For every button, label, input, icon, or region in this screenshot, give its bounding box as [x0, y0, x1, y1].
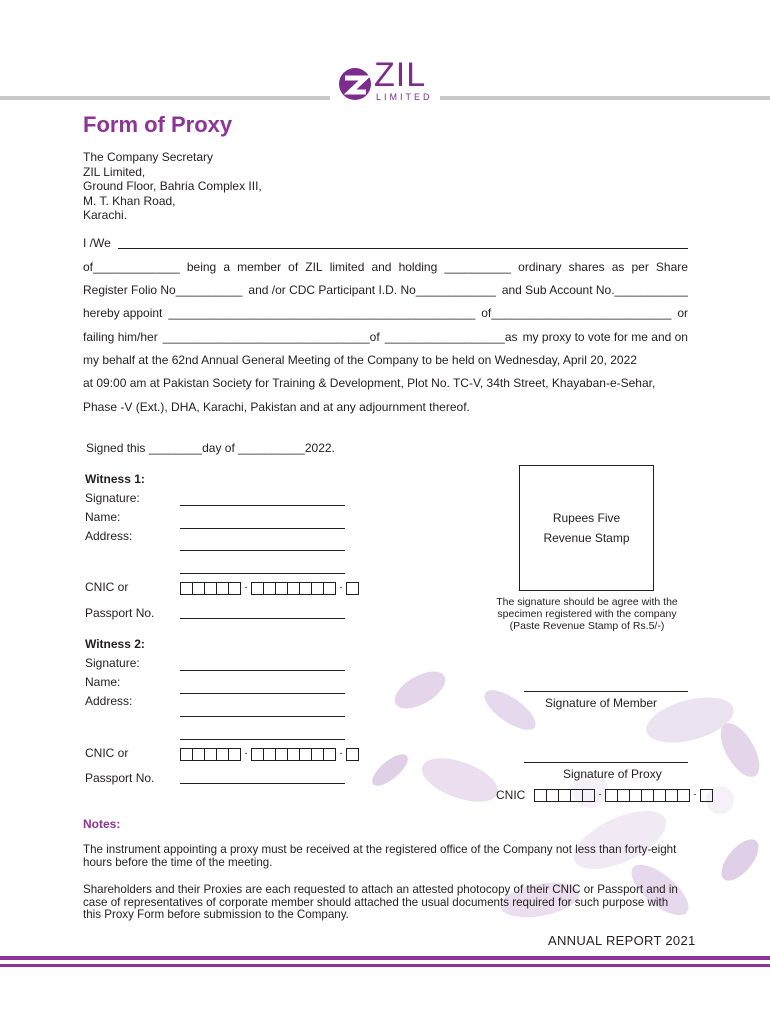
witness2-address-label: Address:	[85, 694, 133, 708]
company-logo	[336, 58, 440, 104]
witness2-signature-label: Signature:	[85, 656, 140, 670]
witness1-name-label: Name:	[85, 510, 121, 524]
logo-subtitle: LIMITED	[376, 92, 433, 102]
header-rule-left	[0, 96, 330, 100]
revenue-stamp-box	[519, 465, 654, 591]
address-line: Karachi.	[83, 208, 128, 223]
stamp-text: Rupees Five Revenue Stamp	[543, 511, 630, 545]
signed-this-line: Signed this ________day of __________2022.	[86, 441, 335, 455]
iwe-blank[interactable]	[118, 248, 688, 249]
proxy-cnic-boxes[interactable]: - -	[534, 789, 712, 802]
witness1-cnic-label: CNIC or	[85, 580, 129, 594]
notes-heading: Notes:	[83, 817, 121, 831]
witness1-cnic-boxes[interactable]: - -	[180, 582, 358, 595]
footer-bar-thin	[0, 964, 770, 967]
body-line-3: Register Folio No__________ and /or CDC Participant I.D. No____________ and Sub Account No.___________	[83, 283, 688, 297]
witness1-passport-field[interactable]	[180, 618, 345, 619]
witness2-cnic-label: CNIC or	[85, 746, 129, 760]
witness1-heading: Witness 1:	[85, 472, 145, 486]
address-line: ZIL Limited,	[83, 164, 146, 179]
witness2-passport-label: Passport No.	[85, 771, 155, 785]
witness1-signature-field[interactable]	[180, 505, 345, 506]
logo-brand: ZIL	[374, 56, 427, 94]
witness1-address-label: Address:	[85, 529, 133, 543]
note-1: The instrument appointing a proxy must be received at the registered office of the Company not less than forty-eight hours before the time of the meeting.	[83, 843, 677, 869]
member-signature-label: Signature of Member	[545, 696, 658, 710]
witness2-heading: Witness 2:	[85, 637, 145, 651]
witness1-name-field[interactable]	[180, 528, 345, 529]
body-line-2: of_____________ being a member of ZIL limited and holding __________ ordinary shares as per Share	[83, 260, 688, 274]
witness1-address-field-2[interactable]	[180, 573, 345, 574]
body-line-8: Phase -V (Ext.), DHA, Karachi, Pakistan and at any adjournment thereof.	[83, 400, 470, 414]
witness2-signature-field[interactable]	[180, 670, 345, 671]
address-line: M. T. Khan Road,	[83, 193, 176, 208]
witness2-address-field-2[interactable]	[180, 739, 345, 740]
header-rule-right	[440, 96, 770, 100]
proxy-signature-label: Signature of Proxy	[563, 767, 662, 781]
note-2: Shareholders and their Proxies are each requested to attach an attested photocopy of their CNIC or Passport and in case of representatives of corporate member should attached the usual documents required for such purpose with this Proxy Form before submission to the Company.	[83, 883, 678, 922]
page-title: Form of Proxy	[83, 112, 233, 137]
witness1-address-field[interactable]	[180, 550, 345, 551]
address-line: The Company Secretary	[83, 150, 214, 164]
address-line: Ground Floor, Bahria Complex III,	[83, 179, 262, 194]
witness1-signature-label: Signature:	[85, 491, 140, 505]
proxy-signature-field[interactable]	[524, 762, 688, 763]
witness2-passport-field[interactable]	[180, 783, 345, 784]
footer-bar	[0, 956, 770, 960]
body-line-4: hereby appoint ______________________________________________ of___________________________ or	[83, 306, 688, 320]
stamp-note: The signature should be agree with the specimen registered with the company (Paste Revenue Stamp of Rs.5/-)	[496, 596, 678, 632]
witness2-name-field[interactable]	[180, 693, 345, 694]
witness2-name-label: Name:	[85, 675, 121, 689]
member-signature-field[interactable]	[524, 691, 688, 692]
proxy-cnic-label: CNIC	[496, 788, 526, 802]
body-line-7: at 09:00 am at Pakistan Society for Training & Development, Plot No. TC-V, 34th Street, Khayaban-e-Sehar,	[83, 376, 656, 390]
footer-report-title: ANNUAL REPORT 2021	[548, 933, 696, 948]
zil-logo-icon	[336, 64, 374, 102]
recipient-address	[83, 150, 262, 223]
body-line-6: my behalf at the 62nd Annual General Meeting of the Company to be held on Wednesday, April 20, 2022	[83, 353, 637, 367]
iwe-label: I /We	[83, 236, 111, 250]
witness2-cnic-boxes[interactable]: - -	[180, 748, 358, 761]
body-line-5: failing him/her _______________________________of __________________as my proxy to vote for me and on	[83, 330, 688, 344]
witness1-passport-label: Passport No.	[85, 606, 155, 620]
witness2-address-field[interactable]	[180, 716, 345, 717]
